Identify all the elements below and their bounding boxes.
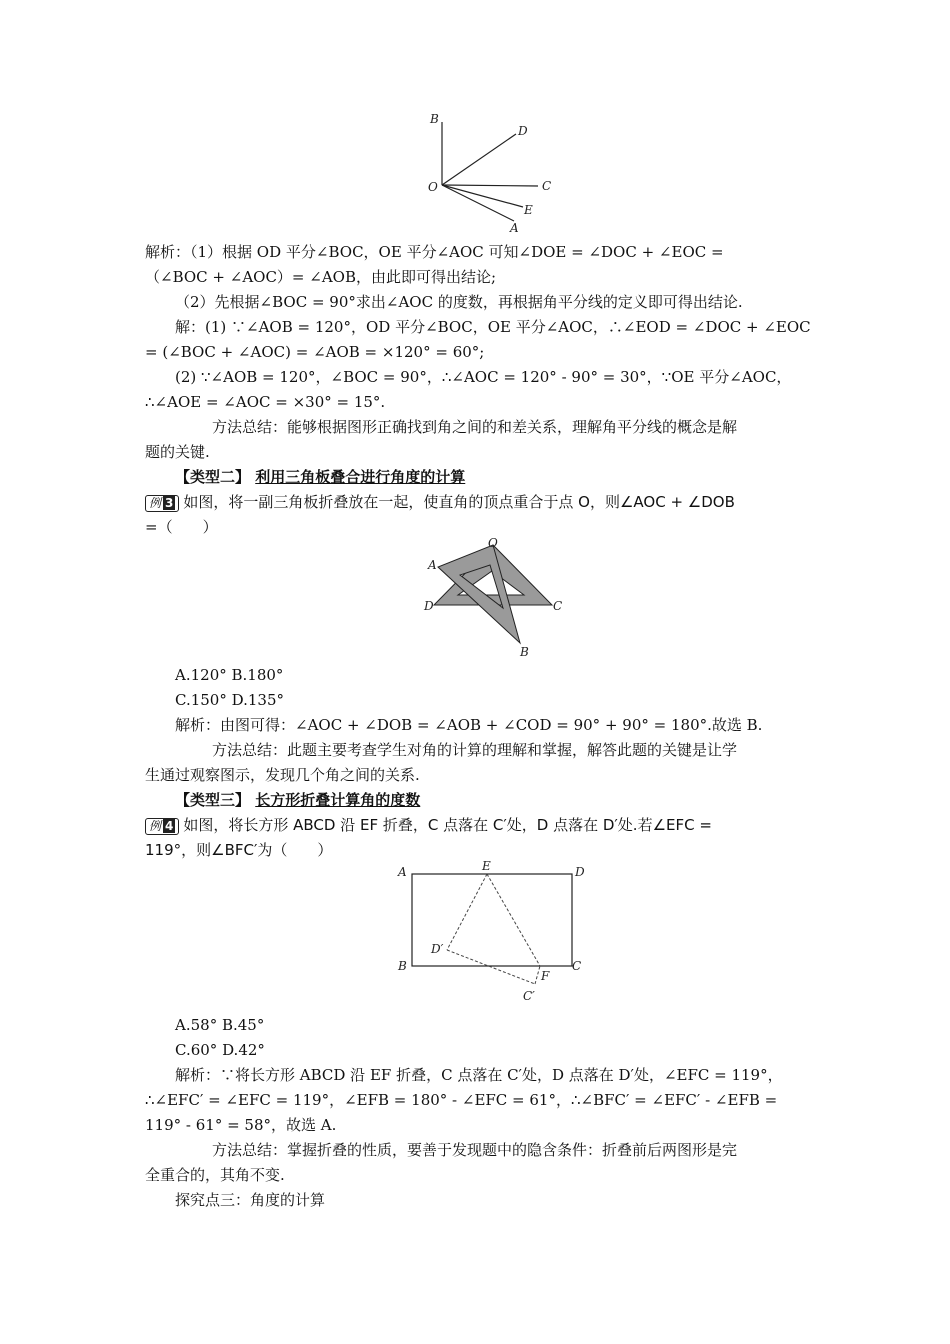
summary-line-2: 题的关键. bbox=[145, 443, 210, 461]
example-3-question bbox=[145, 490, 810, 514]
label-c: C bbox=[572, 959, 582, 973]
example-3-question-text: 如图，将一副三角板折叠放在一起，使直角的顶点重合于点 O，则∠AOC + ∠DOB bbox=[183, 493, 735, 511]
label-o: O bbox=[488, 536, 498, 550]
example-4-option-line-1: A.58° B.45° bbox=[175, 1016, 265, 1034]
label-o: O bbox=[428, 180, 438, 194]
type-three-heading bbox=[175, 788, 810, 812]
example-4-analysis-3: 119° - 61° = 58°，故选 A. bbox=[145, 1116, 337, 1134]
example-3-summary-1: 方法总结：此题主要考查学生对角的计算的理解和掌握，解答此题的关键是让学 bbox=[212, 741, 738, 759]
type-three-bracket: 【类型三】 bbox=[175, 791, 251, 809]
example-3-option-line-1: A.120° B.180° bbox=[175, 666, 284, 684]
label-a: A bbox=[510, 221, 519, 235]
solution-line-2: = (∠BOC + ∠AOC) = ∠AOB = ×120° = 60°; bbox=[145, 343, 485, 361]
label-f: F bbox=[541, 969, 550, 983]
example-4-summary-2: 全重合的，其角不变. bbox=[145, 1166, 285, 1184]
example-4-question-text: 如图，将长方形 ABCD 沿 EF 折叠，C 点落在 C′处，D 点落在 D′处.若∠EFC = bbox=[183, 816, 712, 834]
label-d: D bbox=[424, 599, 434, 613]
label-c: C bbox=[553, 599, 563, 613]
triangle-figure bbox=[420, 535, 570, 663]
solution-line-4: ∴∠AOE = ∠AOC = ×30° = 15°. bbox=[145, 393, 386, 411]
type-two-heading bbox=[175, 465, 810, 489]
example-3-option-line-2: C.150° D.135° bbox=[175, 691, 284, 709]
example-4-badge: 例 4 bbox=[145, 818, 179, 835]
label-d: D bbox=[575, 865, 585, 879]
analysis-line-3: （2）先根据∠BOC = 90°求出∠AOC 的度数，再根据角平分线的定义即可得出结论. bbox=[175, 293, 743, 311]
type-three-title: 长方形折叠计算角的度数 bbox=[255, 791, 421, 809]
label-c-prime: C′ bbox=[523, 989, 535, 1003]
type-two-bracket: 【类型二】 bbox=[175, 468, 251, 486]
solution-line-3: (2) ∵∠AOB = 120°，∠BOC = 90°，∴∠AOC = 120° - 90° = 30°，∵OE 平分∠AOC， bbox=[175, 368, 792, 386]
type-two-title: 利用三角板叠合进行角度的计算 bbox=[255, 468, 466, 486]
explore-point-heading: 探究点三：角度的计算 bbox=[175, 1191, 326, 1209]
analysis-line-1: 解析：（1）根据 OD 平分∠BOC，OE 平分∠AOC 可知∠DOE = ∠DOC + ∠EOC = bbox=[145, 243, 724, 261]
summary-line-1: 方法总结：能够根据图形正确找到角之间的和差关系，理解角平分线的概念是解 bbox=[212, 418, 738, 436]
example-3-summary-2: 生通过观察图示，发现几个角之间的关系. bbox=[145, 766, 420, 784]
example-4-analysis-2: ∴∠EFC′ = ∠EFC = 119°，∠EFB = 180° - ∠EFC = 61°，∴∠BFC′ = ∠EFC′ - ∠EFB = bbox=[145, 1091, 778, 1109]
example-4-question-line-2: 119°，则∠BFC′为（ ） bbox=[145, 841, 333, 859]
label-e: E bbox=[482, 859, 491, 873]
label-a: A bbox=[428, 558, 437, 572]
example-3-badge: 例 3 bbox=[145, 495, 179, 512]
example-4-summary-1: 方法总结：掌握折叠的性质，要善于发现题中的隐含条件：折叠前后两图形是完 bbox=[212, 1141, 738, 1159]
label-b: B bbox=[520, 645, 529, 659]
label-c: C bbox=[542, 179, 552, 193]
example-4-analysis-1: 解析：∵将长方形 ABCD 沿 EF 折叠，C 点落在 C′处，D 点落在 D′处，∠EFC = 119°， bbox=[175, 1066, 783, 1084]
example-4-question bbox=[145, 813, 810, 837]
example-3-analysis: 解析：由图可得：∠AOC + ∠DOB = ∠AOB + ∠COD = 90° + 90° = 180°.故选 B. bbox=[175, 716, 763, 734]
example-4-option-line-2: C.60° D.42° bbox=[175, 1041, 265, 1059]
label-e: E bbox=[524, 203, 533, 217]
label-b: B bbox=[430, 112, 439, 126]
solution-line-1: 解：(1) ∵∠AOB = 120°，OD 平分∠BOC，OE 平分∠AOC，∴∠EOD = ∠DOC + ∠EOC bbox=[175, 318, 811, 336]
rectangle-fold-figure bbox=[395, 858, 595, 1006]
analysis-line-2: （∠BOC + ∠AOC）= ∠AOB，由此即可得出结论; bbox=[145, 268, 497, 286]
angle-figure-1 bbox=[420, 108, 560, 243]
label-d: D bbox=[518, 124, 528, 138]
label-b: B bbox=[398, 959, 407, 973]
label-d-prime: D′ bbox=[431, 942, 444, 956]
example-3-question-line-2: =（ ） bbox=[145, 518, 218, 536]
label-a: A bbox=[398, 865, 407, 879]
